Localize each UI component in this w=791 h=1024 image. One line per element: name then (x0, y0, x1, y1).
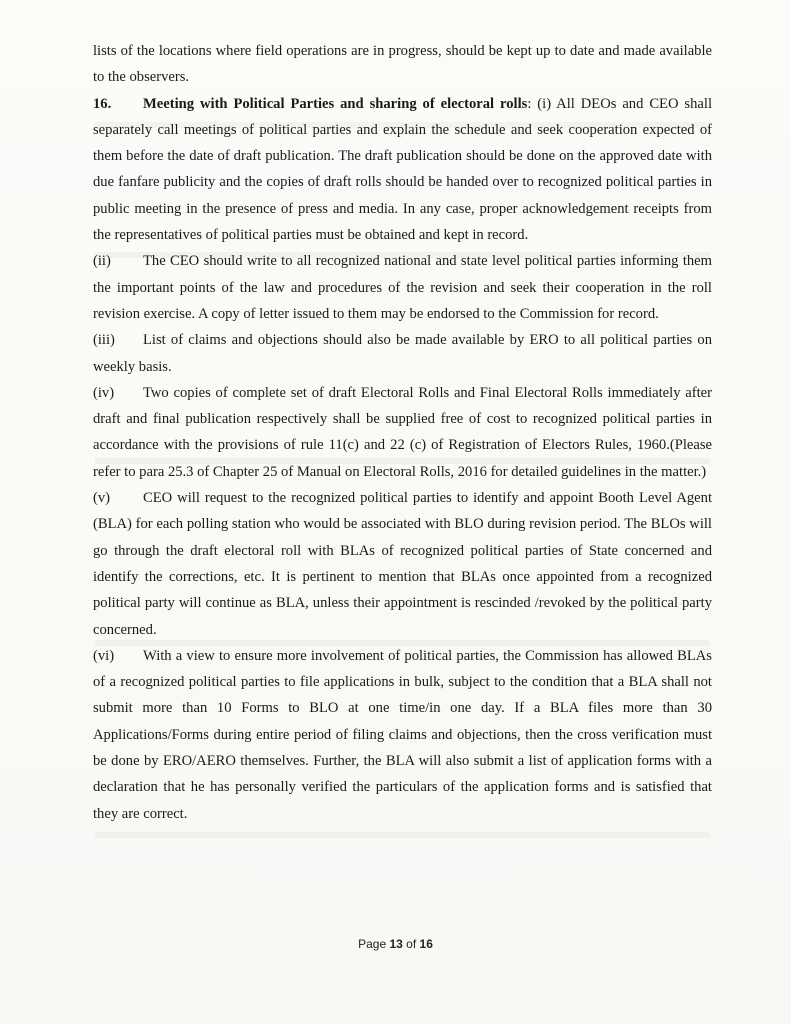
item-text: CEO will request to the recognized political parties to identify and appoint Booth Level Agent (BLA) for each polling station who would be associated with BLO during revision period. The BLOs will go through the draft electoral roll with BLAs of recognized political parties of State concerned and identify the corrections, etc. It is pertinent to mention that BLAs once appointed from a recognized political party will continue as BLA, unless their appointment is rescinded /revoked by the political party concerned. (93, 490, 712, 638)
item-text: The CEO should write to all recognized national and state level political parties informing them the important points of the law and procedures of the revision and seek their cooperation in the roll revision exercise. A copy of letter issued to them may be endorsed to the Commission for record. (93, 253, 712, 322)
section-number: 16. (93, 95, 112, 112)
page-footer (0, 937, 791, 951)
footer-prefix: Page (358, 937, 390, 951)
intro-paragraph: lists of the locations where field operations are in progress, should be kept up to date and made available to the observers. (93, 43, 712, 86)
item-number: (vi) (93, 647, 115, 664)
item-ii (93, 248, 712, 327)
section-lead-text: : (i) All DEOs and CEO shall separately call meetings of political parties and explain the schedule and seek cooperation expected of them before the date of draft publication. The draft publication should be done on the approved date with due fanfare publicity and the copies of draft rolls should be handed over to recognized political parties in public meeting in the presence of press and media. In any case, proper acknowledgement receipts from the representatives of political parties must be obtained and kept in record. (93, 95, 712, 244)
item-number: (iii) (93, 332, 115, 349)
scan-bleed (95, 832, 710, 838)
item-number: (ii) (93, 253, 111, 270)
document-body (93, 38, 712, 827)
item-number: (iv) (93, 384, 115, 401)
item-iii (93, 327, 712, 380)
item-vi (93, 643, 712, 827)
footer-current-page: 13 (389, 937, 403, 951)
section-heading: Meeting with Political Parties and sharing of electoral rolls (143, 95, 528, 112)
section-16-paragraph (93, 91, 712, 249)
item-number: (v) (93, 490, 111, 507)
item-text: List of claims and objections should also be made available by ERO to all political parties on weekly basis. (93, 332, 712, 375)
item-text: Two copies of complete set of draft Electoral Rolls and Final Electoral Rolls immediately after draft and final publication respectively shall be supplied free of cost to recognized political parties in accordance with the provisions of rule 11(c) and 22 (c) of Registration of Electors Rules, 1960.(Please refer to para 25.3 of Chapter 25 of Manual on Electoral Rolls, 2016 for detailed guidelines in the matter.) (93, 384, 712, 480)
footer-total-pages: 16 (419, 937, 433, 951)
footer-middle: of (402, 937, 420, 951)
item-iv (93, 380, 712, 485)
item-text: With a view to ensure more involvement of political parties, the Commission has allowed BLAs of a recognized political parties to file applications in bulk, subject to the condition that a BLA shall not submit more than 10 Forms to BLO at one time/in one day. If a BLA files more than 30 Applications/Forms during entire period of filing claims and objections, then the cross verification must be done by ERO/AERO themselves. Further, the BLA will also submit a list of application forms with a declaration that he has personally verified the particulars of the application forms and is satisfied that they are correct. (93, 647, 712, 822)
item-v (93, 485, 712, 643)
